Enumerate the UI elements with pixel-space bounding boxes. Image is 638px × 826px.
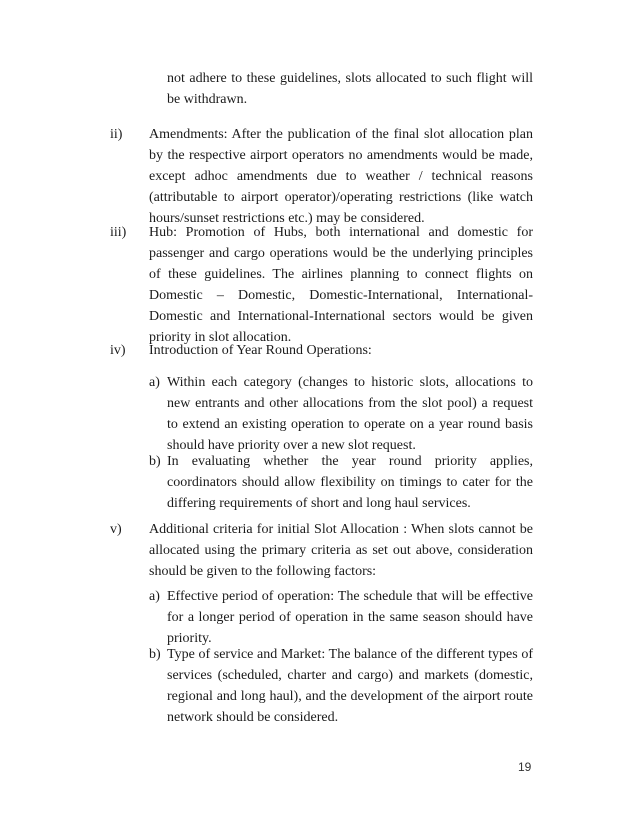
item-number-iii: iii) [110,225,127,240]
hub-paragraph: Hub: Promotion of Hubs, both international and domestic for passenger and cargo operations would be the underlying principles of these guidelines. The airlines planning to connect flights on Domestic – Domestic, Domestic-International, International-Domestic and International-International sectors would be given priority in slot allocation. [149,225,533,345]
effective-period-subitem: Effective period of operation: The schedule that will be effective for a longer period of operation in the same season should have priority. [167,589,533,646]
service-market-subitem: Type of service and Market: The balance of the different types of services (scheduled, charter and cargo) and markets (domestic, regional and long haul), and the development of the airport route network should be considered. [167,647,533,725]
item-number-ii: ii) [110,127,123,142]
year-round-subitem-a: Within each category (changes to historic slots, allocations to new entrants and other allocations from the slot pool) a request to extend an existing operation to operate on a year round basis should have priority over a new slot request. [167,375,533,453]
subitem-label-iv-b: b) [149,454,161,469]
page-number: 19 [518,760,532,774]
amendments-paragraph: Amendments: After the publication of the final slot allocation plan by the respective airport operators no amendments would be made, except adhoc amendments due to weather / technical reasons (attributable to airport operator)/operating restrictions (like watch hours/sunset restrictions etc.) may be considered. [149,127,533,226]
year-round-heading: Introduction of Year Round Operations: [149,343,372,358]
continuation-paragraph: not adhere to these guidelines, slots allocated to such flight will be withdrawn. [167,71,533,107]
additional-criteria-paragraph: Additional criteria for initial Slot Allocation : When slots cannot be allocated using the primary criteria as set out above, consideration should be given to the following factors: [149,522,533,579]
year-round-subitem-b: In evaluating whether the year round priority applies, coordinators should allow flexibility on timings to cater for the differing requirements of short and long haul services. [167,454,533,511]
subitem-label-v-b: b) [149,647,161,662]
item-number-v: v) [110,522,122,537]
subitem-label-iv-a: a) [149,375,160,390]
item-number-iv: iv) [110,343,126,358]
subitem-label-v-a: a) [149,589,160,604]
